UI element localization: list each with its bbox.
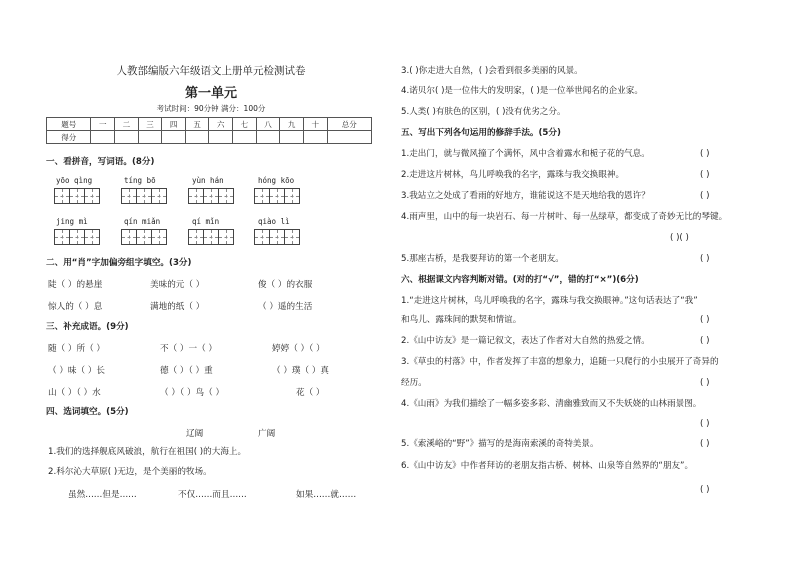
judge-item: 5.《索溪峪的“野”》描写的是海南索溪的奇特美景。 [401,439,599,449]
exam-info: 考试时间：90分钟 满分：100分 [156,104,266,113]
fill-item: 惊人的（ ）息 [48,302,103,312]
score-cell: 总分 [327,118,371,131]
writing-box[interactable] [136,229,152,245]
answer-blank[interactable]: ( ) [700,419,710,429]
judge-item: 2.《山中访友》是一篇记叙文，表达了作者对大自然的热爱之情。 [401,336,650,346]
idiom-item: 婷婷（ ）（ ） [272,344,325,354]
score-table-score-row [47,131,372,144]
score-table-header-row [47,118,372,131]
score-cell: 七 [233,118,257,131]
pinyin-label: qí mǐn [192,217,220,226]
writing-boxes[interactable] [54,229,99,245]
score-blank[interactable] [91,131,115,144]
idiom-item: 花（ ） [296,388,325,398]
writing-box[interactable] [284,229,300,245]
writing-boxes[interactable] [121,229,166,245]
writing-boxes[interactable] [254,188,299,204]
writing-box[interactable] [218,188,234,204]
idiom-item: 不（ ）一（ ） [160,344,218,354]
unit-title: 第一单元 [184,86,237,101]
score-cell: 二 [115,118,139,131]
rhetoric-item: 2.走进这片树林，鸟儿呼唤我的名字，露珠与我交换眼神。 [401,170,625,180]
writing-box[interactable] [254,229,270,245]
score-blank[interactable] [256,131,280,144]
writing-boxes[interactable] [254,229,299,245]
idiom-item: （ ）璞（ ）真 [272,366,330,376]
score-cell: 三 [138,118,162,131]
judge-item: 和鸟儿、露珠间的默契和情谊。 [401,315,522,325]
idiom-item: 德（ ）（ ）重 [160,366,213,376]
writing-box[interactable] [151,188,167,204]
score-cell: 一 [91,118,115,131]
pinyin-label: yùn hán [192,176,224,185]
fill-item: 陡（ ）的悬崖 [48,280,103,290]
answer-blank[interactable]: ( ) [700,254,710,264]
judge-item: 3.《草虫的村落》中，作者发挥了丰富的想象力，追随一只爬行的小虫展开了奇异的 [401,357,719,367]
writing-box[interactable] [188,188,204,204]
exam-title: 人教部编版六年级语文上册单元检测试卷 [116,65,306,77]
answer-blank[interactable]: ( ) [700,170,710,180]
writing-boxes[interactable] [54,188,99,204]
conjunction-choice: 虽然……但是…… [68,490,137,500]
writing-box[interactable] [269,229,285,245]
score-blank[interactable] [209,131,233,144]
writing-box[interactable] [151,229,167,245]
fill-item: 美味的元（ ） [150,280,205,290]
fill-sentence: 3.( )你走进大自然，( )会看到很多美丽的风景。 [401,66,583,76]
pinyin-label: qín miǎn [124,217,161,226]
answer-blank[interactable]: ( ) [700,378,710,388]
writing-box[interactable] [218,229,234,245]
answer-blank[interactable]: ( ) [700,191,710,201]
judge-item: 1.“走进这片树林，鸟儿呼唤我的名字，露珠与我交换眼神。”这句话表达了“我” [401,296,698,306]
score-cell: 四 [162,118,186,131]
word-choice: 广阔 [258,429,276,439]
conjunction-choice: 不仅……而且…… [178,490,247,500]
pinyin-label: tíng bō [124,176,156,185]
writing-box[interactable] [254,188,270,204]
fill-sentence: 4.诺贝尔( )是一位伟大的发明家，( )是一位举世闻名的企业家。 [401,86,643,96]
score-blank[interactable] [303,131,327,144]
score-cell: 八 [256,118,280,131]
answer-blank[interactable]: ( ) [700,315,710,325]
score-cell: 六 [209,118,233,131]
fill-sentence: 2.科尔沁大草原( )无边，是个美丽的牧场。 [48,467,212,477]
rhetoric-item: 4.雨声里，山中的每一块岩石、每一片树叶、每一丛绿草，都变成了奇妙无比的琴键。 [401,212,728,222]
idiom-item: 山（ ）（ ）水 [48,388,101,398]
score-blank[interactable] [233,131,257,144]
idiom-item: （ ）味（ ）长 [48,366,106,376]
writing-box[interactable] [84,188,100,204]
rhetoric-item: 3.我站立之处成了看雨的好地方，谁能说这不是天地给我的恩许？ [401,191,650,201]
writing-box[interactable] [136,188,152,204]
score-table [46,117,372,144]
writing-box[interactable] [269,188,285,204]
score-cell: 题号 [47,118,91,131]
score-cell: 得分 [47,131,91,144]
writing-boxes[interactable] [188,229,233,245]
score-blank[interactable] [327,131,371,144]
answer-blank[interactable]: ( )( ) [670,233,689,243]
section6-heading: 六、根据课文内容判断对错。(对的打“√”，错的打“×”)(6分) [401,275,639,285]
writing-box[interactable] [203,229,219,245]
word-choice: 辽阔 [186,429,204,439]
fill-item: （ ）遥的生活 [258,302,313,312]
pinyin-label: yōo qìng [56,176,93,185]
answer-blank[interactable]: ( ) [700,439,710,449]
writing-box[interactable] [203,188,219,204]
fill-sentence: 5.人类( )有肤色的区别，( )没有优劣之分。 [401,107,566,117]
score-blank[interactable] [280,131,304,144]
section1-heading: 一、看拼音，写词语。(8分) [46,157,155,167]
answer-blank[interactable]: ( ) [700,485,710,495]
writing-box[interactable] [284,188,300,204]
pinyin-label: qiào lì [258,217,290,226]
writing-box[interactable] [121,188,137,204]
writing-box[interactable] [188,229,204,245]
conjunction-choice: 如果……就…… [296,490,357,500]
answer-blank[interactable]: ( ) [700,336,710,346]
writing-boxes[interactable] [188,188,233,204]
writing-box[interactable] [121,229,137,245]
score-cell: 十 [303,118,327,131]
score-blank[interactable] [138,131,162,144]
section5-heading: 五、写出下列各句运用的修辞手法。(5分) [401,128,561,138]
judge-item: 6.《山中访友》中作者拜访的老朋友指古桥、树林、山泉等自然界的“朋友”。 [401,461,694,471]
fill-item: 俊（ ）的衣服 [258,280,313,290]
writing-box[interactable] [54,188,70,204]
fill-sentence: 1.我们的选择舰底风破浪，航行在祖国( )的大海上。 [48,447,247,457]
score-blank[interactable] [185,131,209,144]
idiom-item: 随（ ）所（ ） [48,344,106,354]
rhetoric-item: 5.那座古桥，是我要拜访的第一个老朋友。 [401,254,564,264]
fill-item: 满地的纸（ ） [150,302,205,312]
score-cell: 九 [280,118,304,131]
rhetoric-item: 1.走出门，就与微风撞了个满怀，风中含着露水和栀子花的气息。 [401,149,650,159]
writing-box[interactable] [54,229,70,245]
writing-boxes[interactable] [121,188,166,204]
judge-item: 经历。 [401,378,427,388]
pinyin-label: jing mì [56,217,88,226]
section2-heading: 二、用“肖”字加偏旁组字填空。(3分) [46,258,192,268]
answer-blank[interactable]: ( ) [700,149,710,159]
writing-box[interactable] [84,229,100,245]
score-blank[interactable] [162,131,186,144]
pinyin-label: hóng kōo [258,176,295,185]
writing-box[interactable] [69,229,85,245]
score-blank[interactable] [115,131,139,144]
idiom-item: （ ）（ ）鸟（ ） [160,388,225,398]
section4-heading: 四、选词填空。(5分) [46,407,129,417]
writing-box[interactable] [69,188,85,204]
section3-heading: 三、补充成语。(9分) [46,322,129,332]
judge-item: 4.《山雨》为我们描绘了一幅多姿多彩、清幽雅致而又不失妖娆的山林雨景图。 [401,399,702,409]
score-cell: 五 [185,118,209,131]
